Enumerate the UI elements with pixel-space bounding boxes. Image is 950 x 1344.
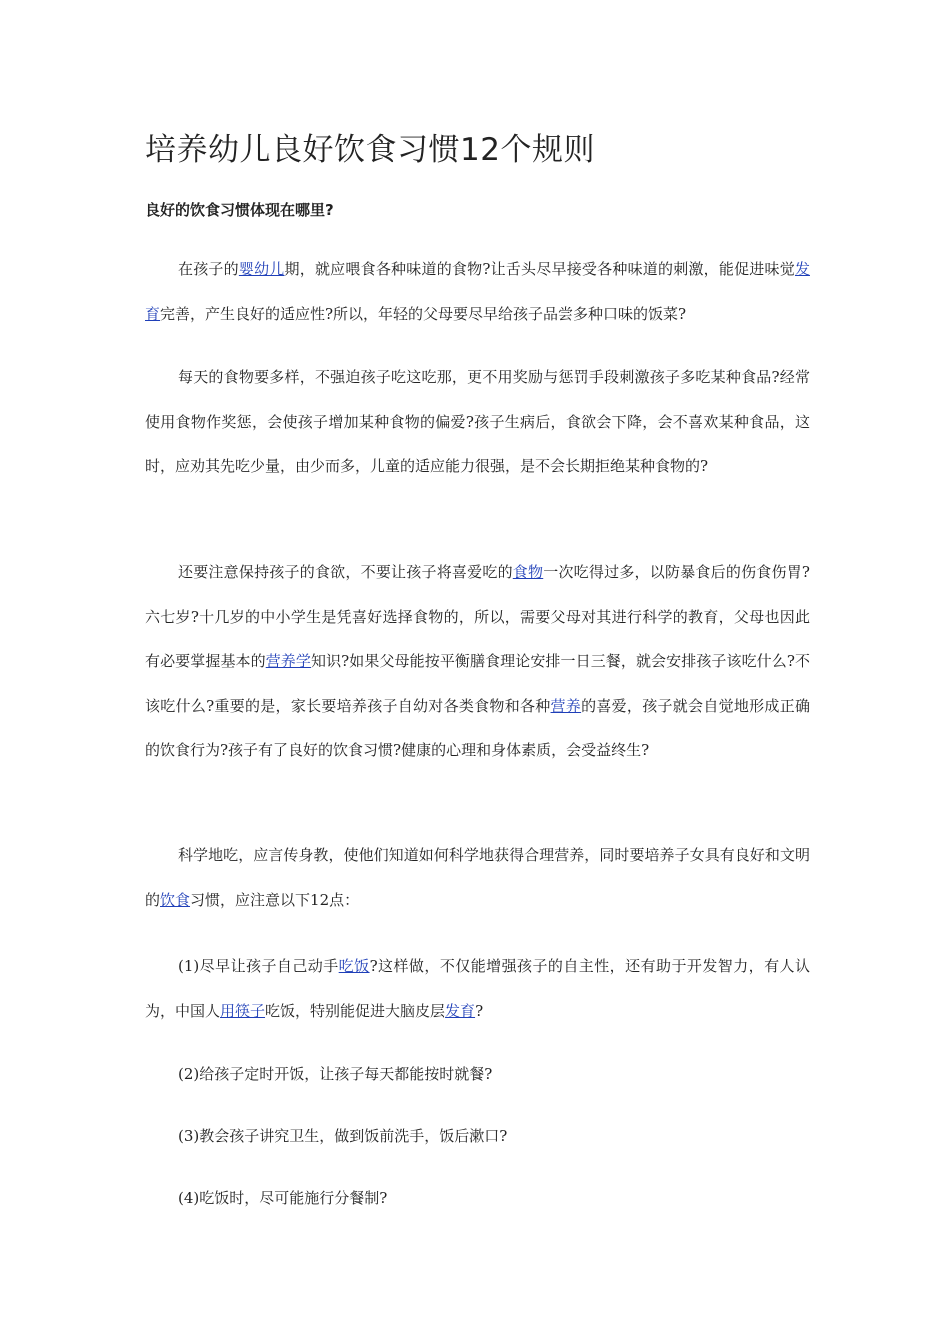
paragraph-infant-taste: [145, 247, 810, 336]
paragraph-text: 知识?如果父母能按平衡膳食理论安排一日三餐，就会安排孩子该吃什么?不该吃什么?重要的是，家长要培养孩子自幼对各类食物和各种: [145, 652, 810, 715]
paragraph-text: 期，就应喂食各种味道的食物?让舌头尽早接受各种味道的刺激，能促进味觉: [284, 260, 795, 278]
paragraph-text: ?这样做，不仅能增强孩子的自主性，还有助于开发智力，有人认为，中国人: [145, 957, 810, 1020]
inline-link[interactable]: 发育: [445, 1001, 476, 1020]
rule-item-2: [145, 1052, 810, 1097]
document-title: 培养幼儿良好饮食习惯12个规则: [145, 132, 595, 168]
rule-item-3: [145, 1114, 810, 1159]
paragraph-rules-intro: [145, 833, 810, 922]
paragraph-text: 习惯，应注意以下12点：: [190, 890, 360, 909]
paragraph-text: (1)尽早让孩子自己动手: [178, 957, 339, 975]
paragraph-text: ?: [475, 1001, 484, 1020]
section-heading: 良好的饮食习惯体现在哪里?: [145, 201, 334, 219]
paragraph-text: 在孩子的: [178, 260, 239, 278]
inline-link[interactable]: 用筷子: [220, 1001, 266, 1020]
inline-link[interactable]: 食物: [512, 563, 544, 581]
paragraph-text: (3)教会孩子讲究卫生，做到饭前洗手，饭后漱口?: [178, 1127, 508, 1145]
paragraph-text: 每天的食物要多样，不强迫孩子吃这吃那，更不用奖励与惩罚手段刺激孩子多吃某种食品?经常使用食物作奖惩，会使孩子增加某种食物的偏爱?孩子生病后，食欲会下降，会不喜欢某种食品，这时，应劝其先吃少量，由少而多，儿童的适应能力很强，是不会长期拒绝某种食物的?: [145, 368, 810, 475]
rule-item-1: [145, 944, 810, 1033]
paragraph-text: 科学地吃，应言传身教，使他们知道如何科学地获得合理营养，同时要培养子女具有良好和文明的: [145, 846, 810, 909]
paragraph-text: 完善，产生良好的适应性?所以，年轻的父母要尽早给孩子品尝多种口味的饭菜?: [160, 304, 687, 323]
inline-link[interactable]: 饮食: [160, 890, 191, 909]
inline-link[interactable]: 发育: [145, 260, 810, 323]
inline-link[interactable]: 营养学: [265, 652, 311, 670]
paragraph-appetite: [145, 550, 810, 773]
paragraph-text: 一次吃得过多，以防暴食后的伤食伤胃?六七岁?十几岁的中小学生是凭喜好选择食物的，所以，需要父母对其进行科学的教育，父母也因此有必要掌握基本的: [145, 563, 810, 670]
paragraph-text: (4)吃饭时，尽可能施行分餐制?: [178, 1189, 388, 1207]
paragraph-diverse-food: [145, 355, 810, 489]
rule-item-4: [145, 1176, 810, 1221]
paragraph-text: (2)给孩子定时开饭，让孩子每天都能按时就餐?: [178, 1065, 493, 1083]
inline-link[interactable]: 吃饭: [338, 957, 370, 975]
inline-link[interactable]: 营养: [550, 696, 582, 715]
paragraph-text: 还要注意保持孩子的食欲，不要让孩子将喜爱吃的: [178, 563, 513, 581]
inline-link[interactable]: 婴幼儿: [238, 260, 285, 278]
paragraph-text: 吃饭，特别能促进大脑皮层: [265, 1001, 446, 1020]
paragraph-text: 的喜爱，孩子就会自觉地形成正确的饮食行为?孩子有了良好的饮食习惯?健康的心理和身体素质，会受益终生?: [145, 696, 810, 759]
